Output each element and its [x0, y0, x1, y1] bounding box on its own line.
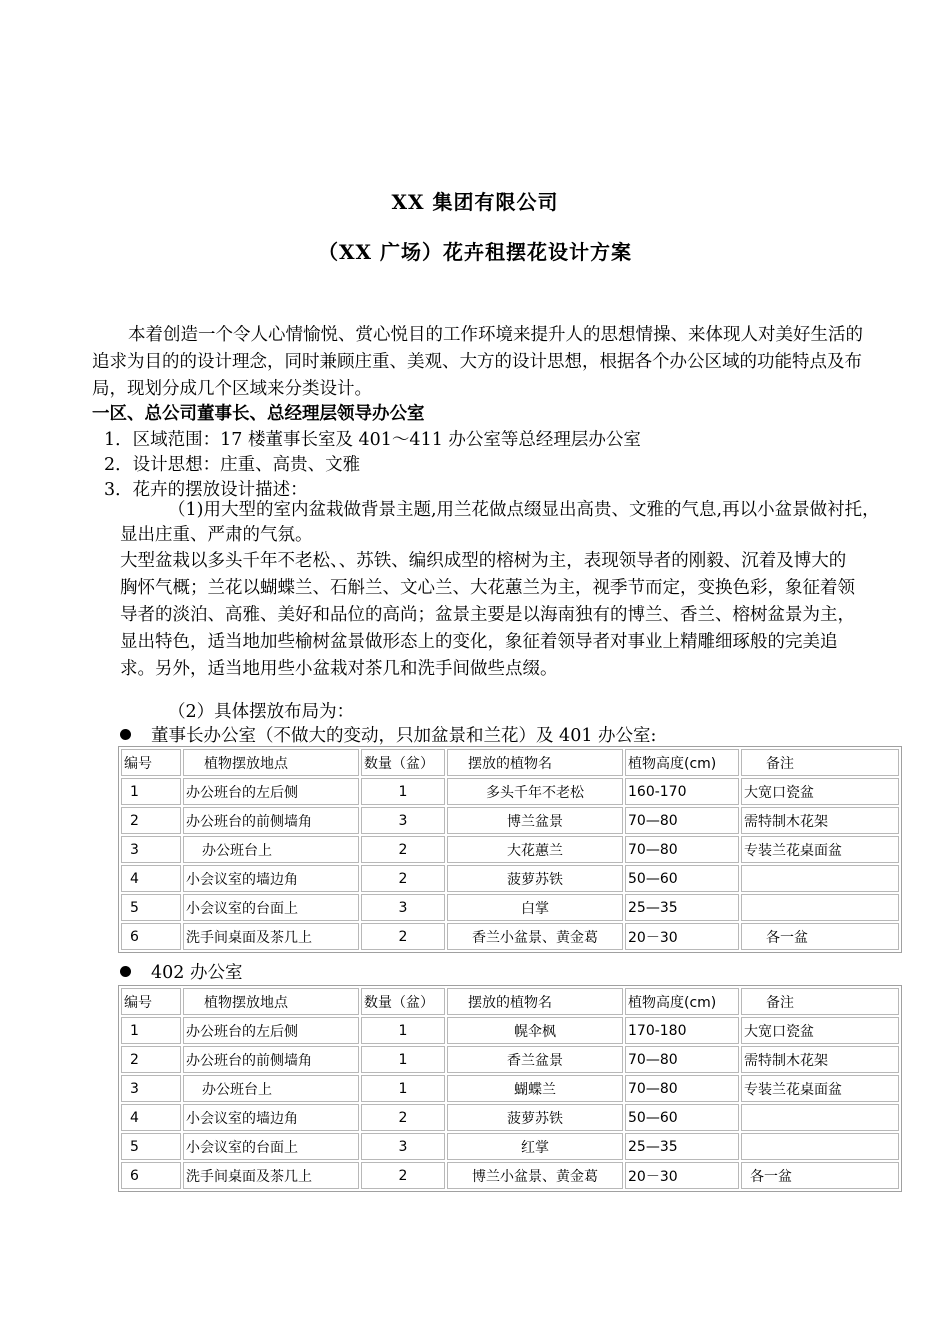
table-cell: 70—80: [625, 836, 739, 863]
plant-table-chairman: [118, 746, 902, 953]
description-paragraph-2: 大型盆栽以多头千年不老松、、苏铁、编织成型的榕树为主，表现领导者的刚毅、沉着及博大的胸怀气概；兰花以蝴蝶兰、石斛兰、文心兰、大花蕙兰为主，视季节而定，变换色彩，象征着领导者的淡泊、高雅、美好和品位的高尚；盆景主要是以海南独有的博兰、香兰、榕树盆景为主，显出特色，适当地加些榆树盆景做形态上的变化，象征着领导者对事业上精雕细琢般的完美追求。另外，适当地用些小盆栽对茶几和洗手间做些点缀。: [120, 551, 855, 679]
table-cell: 50—60: [625, 1104, 739, 1131]
table-cell: 170-180: [625, 1017, 739, 1044]
table-row: [121, 807, 899, 834]
table-cell: 菠萝苏铁: [447, 1104, 623, 1131]
table-cell: 1: [121, 778, 181, 805]
table-cell: 办公班台上: [183, 1075, 359, 1102]
table-cell: [741, 1104, 899, 1131]
item-design-idea: 2．设计思想：庄重、高贵、文雅: [104, 455, 361, 475]
item-layout-description: 3．花卉的摆放设计描述：: [104, 480, 308, 500]
table-cell: 4: [121, 865, 181, 892]
table-cell: 70—80: [625, 1075, 739, 1102]
table-cell: [741, 1133, 899, 1160]
table-cell: 3: [361, 807, 445, 834]
table-cell: 2: [121, 1046, 181, 1073]
table-cell: 红掌: [447, 1133, 623, 1160]
table-cell: 20－30: [625, 923, 739, 950]
table-cell: 小会议室的墙边角: [183, 865, 359, 892]
table-header-cell: 编号: [121, 988, 181, 1015]
table-cell: 2: [361, 865, 445, 892]
table-row: [121, 1017, 899, 1044]
table-cell: [741, 865, 899, 892]
table-row: [121, 1162, 899, 1189]
bullet-dot-icon: [120, 729, 131, 740]
table-cell: 6: [121, 1162, 181, 1189]
table-cell: 6: [121, 923, 181, 950]
table-cell: 1: [361, 1046, 445, 1073]
table-cell: 5: [121, 894, 181, 921]
table-cell: 蝴蝶兰: [447, 1075, 623, 1102]
table-row: [121, 1133, 899, 1160]
table-cell: 1: [121, 1017, 181, 1044]
table-header-cell: 备注: [741, 749, 899, 776]
table-cell: 2: [121, 807, 181, 834]
table-cell: 幌伞枫: [447, 1017, 623, 1044]
table-cell: 办公班台上: [183, 836, 359, 863]
table-cell: 25—35: [625, 1133, 739, 1160]
table-cell: 菠萝苏铁: [447, 865, 623, 892]
table-cell: 各一盆: [741, 923, 899, 950]
table-cell: [741, 894, 899, 921]
table-cell: 3: [361, 1133, 445, 1160]
table-cell: 小会议室的台面上: [183, 1133, 359, 1160]
table-cell: 3: [121, 836, 181, 863]
table-cell: 3: [121, 1075, 181, 1102]
table-cell: 白掌: [447, 894, 623, 921]
table-cell: 办公班台的左后侧: [183, 778, 359, 805]
table-cell: 25—35: [625, 894, 739, 921]
table-header-row: [121, 749, 899, 776]
table-header-cell: 数量（盆）: [361, 749, 445, 776]
table-cell: 3: [361, 894, 445, 921]
table-cell: 2: [361, 923, 445, 950]
layout-intro: （2）具体摆放布局为：: [168, 702, 355, 722]
bullet-chairman-office: [120, 722, 656, 747]
plant-table-402: [118, 985, 902, 1192]
table-cell: 专装兰花桌面盆: [741, 836, 899, 863]
table-cell: 大宽口瓷盆: [741, 1017, 899, 1044]
table-cell: 香兰小盆景、黄金葛: [447, 923, 623, 950]
table-cell: 各一盆: [741, 1162, 899, 1189]
table-header-cell: 编号: [121, 749, 181, 776]
bullet-label: 董事长办公室（不做大的变动，只加盆景和兰花）及 401 办公室:: [151, 726, 657, 746]
table-cell: 70—80: [625, 807, 739, 834]
table-row: [121, 1075, 899, 1102]
table-cell: 大花蕙兰: [447, 836, 623, 863]
table-header-cell: 摆放的植物名: [447, 988, 623, 1015]
table-cell: 2: [361, 1162, 445, 1189]
table-header-cell: 植物摆放地点: [183, 988, 359, 1015]
table-cell: 需特制木花架: [741, 1046, 899, 1073]
section-heading: 一区、总公司董事长、总经理层领导办公室: [92, 404, 425, 424]
table-cell: 博兰盆景: [447, 807, 623, 834]
bullet-office-402: [120, 959, 242, 984]
table-header-cell: 植物高度(cm): [625, 749, 739, 776]
table-header-cell: 数量（盆）: [361, 988, 445, 1015]
item-area-scope: 1．区域范围：17 楼董事长室及 401～411 办公室等总经理层办公室: [104, 430, 641, 450]
table-cell: 70—80: [625, 1046, 739, 1073]
table-cell: 2: [361, 1104, 445, 1131]
table-cell: 需特制木花架: [741, 807, 899, 834]
table-row: [121, 923, 899, 950]
table-cell: 洗手间桌面及茶几上: [183, 1162, 359, 1189]
table-row: [121, 894, 899, 921]
table-cell: 大宽口瓷盆: [741, 778, 899, 805]
table-cell: 办公班台的左后侧: [183, 1017, 359, 1044]
table-cell: 2: [361, 836, 445, 863]
table-cell: 洗手间桌面及茶几上: [183, 923, 359, 950]
table-row: [121, 778, 899, 805]
table-row: [121, 1046, 899, 1073]
table-row: [121, 1104, 899, 1131]
bullet-label: 402 办公室: [151, 963, 243, 983]
table-header-cell: 摆放的植物名: [447, 749, 623, 776]
table-row: [121, 865, 899, 892]
document-title: XX 集团有限公司: [391, 190, 559, 214]
description-paragraph-1: （1)用大型的室内盆栽做背景主题,用兰花做点缀显出高贵、文雅的气息,再以小盆景做衬托，显出庄重、严肃的气氛。: [120, 500, 880, 545]
table-cell: 办公班台的前侧墙角: [183, 1046, 359, 1073]
table-cell: 5: [121, 1133, 181, 1160]
table-header-row: [121, 988, 899, 1015]
table-header-cell: 植物高度(cm): [625, 988, 739, 1015]
table-cell: 香兰盆景: [447, 1046, 623, 1073]
table-cell: 1: [361, 1075, 445, 1102]
intro-paragraph: 本着创造一个令人心情愉悦、赏心悦目的工作环境来提升人的思想情操、来体现人对美好生活的追求为目的的设计理念，同时兼顾庄重、美观、大方的设计思想，根据各个办公区域的功能特点及布局，现划分成几个区域来分类设计。: [92, 325, 863, 399]
table-cell: 1: [361, 778, 445, 805]
table-cell: 20－30: [625, 1162, 739, 1189]
table-header-cell: 植物摆放地点: [183, 749, 359, 776]
bullet-dot-icon: [120, 966, 131, 977]
document-subtitle: （XX 广场）花卉租摆花设计方案: [318, 240, 632, 264]
table-cell: 办公班台的前侧墙角: [183, 807, 359, 834]
table-cell: 专装兰花桌面盆: [741, 1075, 899, 1102]
table-cell: 小会议室的台面上: [183, 894, 359, 921]
table-cell: 小会议室的墙边角: [183, 1104, 359, 1131]
table-cell: 多头千年不老松: [447, 778, 623, 805]
table-cell: 1: [361, 1017, 445, 1044]
table-cell: 50—60: [625, 865, 739, 892]
table-cell: 博兰小盆景、黄金葛: [447, 1162, 623, 1189]
table-cell: 4: [121, 1104, 181, 1131]
table-row: [121, 836, 899, 863]
table-header-cell: 备注: [741, 988, 899, 1015]
table-cell: 160-170: [625, 778, 739, 805]
